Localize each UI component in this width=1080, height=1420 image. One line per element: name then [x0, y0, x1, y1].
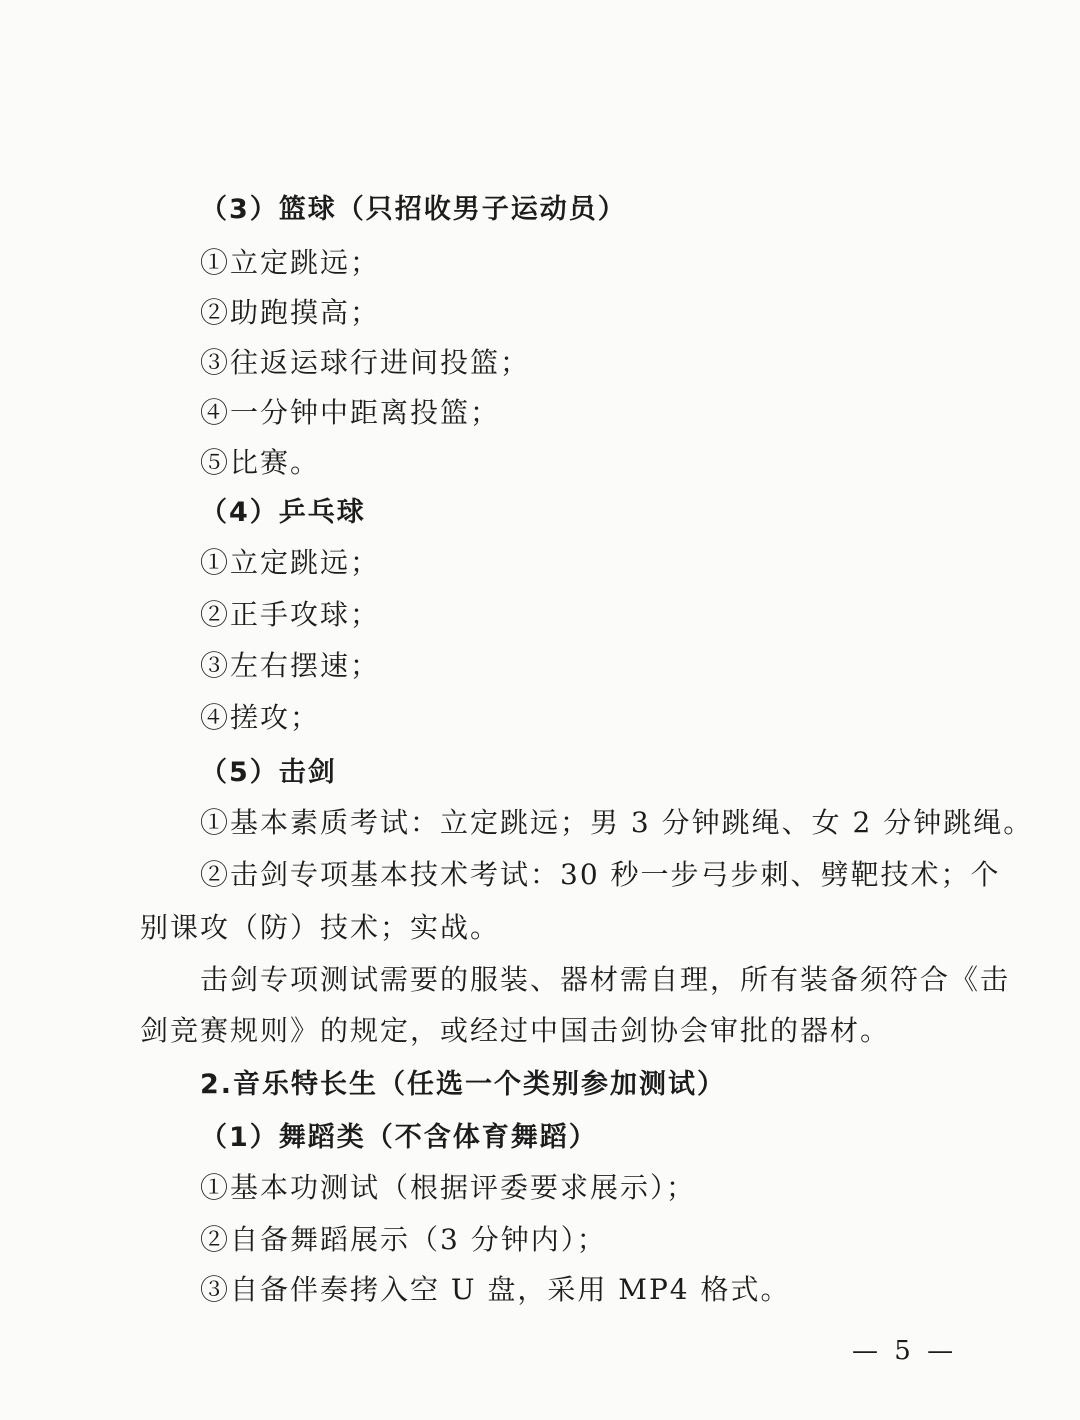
- section-heading-music: 2.音乐特长生（任选一个类别参加测试）: [200, 1069, 727, 1100]
- list-item: ③往返运球行进间投篮；: [200, 346, 531, 379]
- list-item: ④一分钟中距离投篮；: [200, 396, 501, 429]
- list-item: ②自备舞蹈展示（3 分钟内）；: [200, 1223, 607, 1256]
- list-item: ①立定跳远；: [200, 546, 381, 579]
- list-item: ③左右摆速；: [200, 649, 381, 682]
- list-item: ⑤比赛。: [200, 446, 321, 479]
- list-item: ④搓攻；: [200, 701, 321, 734]
- list-item: ③自备伴奏拷入空 U 盘，采用 MP4 格式。: [200, 1273, 791, 1306]
- paragraph-line: 击剑专项测试需要的服装、器材需自理，所有装备须符合《击: [200, 963, 1011, 996]
- list-item: ②正手攻球；: [200, 598, 381, 631]
- section-heading-dance: （1）舞蹈类（不含体育舞蹈）: [200, 1122, 598, 1153]
- page-number: — 5 —: [852, 1336, 958, 1366]
- paragraph-line: 剑竞赛规则》的规定，或经过中国击剑协会审批的器材。: [140, 1014, 891, 1047]
- list-item: ①立定跳远；: [200, 246, 381, 279]
- paragraph-line: 别课攻（防）技术；实战。: [140, 911, 501, 944]
- section-heading-basketball: （3）篮球（只招收男子运动员）: [200, 194, 627, 225]
- paragraph-line: ②击剑专项基本技术考试：30 秒一步弓步刺、劈靶技术；个: [200, 858, 1001, 891]
- list-item: ①基本功测试（根据评委要求展示）；: [200, 1171, 697, 1204]
- section-heading-fencing: （5）击剑: [200, 757, 337, 788]
- list-item: ②助跑摸高；: [200, 296, 381, 329]
- section-heading-table-tennis: （4）乒乓球: [200, 497, 366, 528]
- paragraph-line: ①基本素质考试：立定跳远；男 3 分钟跳绳、女 2 分钟跳绳。: [200, 806, 1034, 839]
